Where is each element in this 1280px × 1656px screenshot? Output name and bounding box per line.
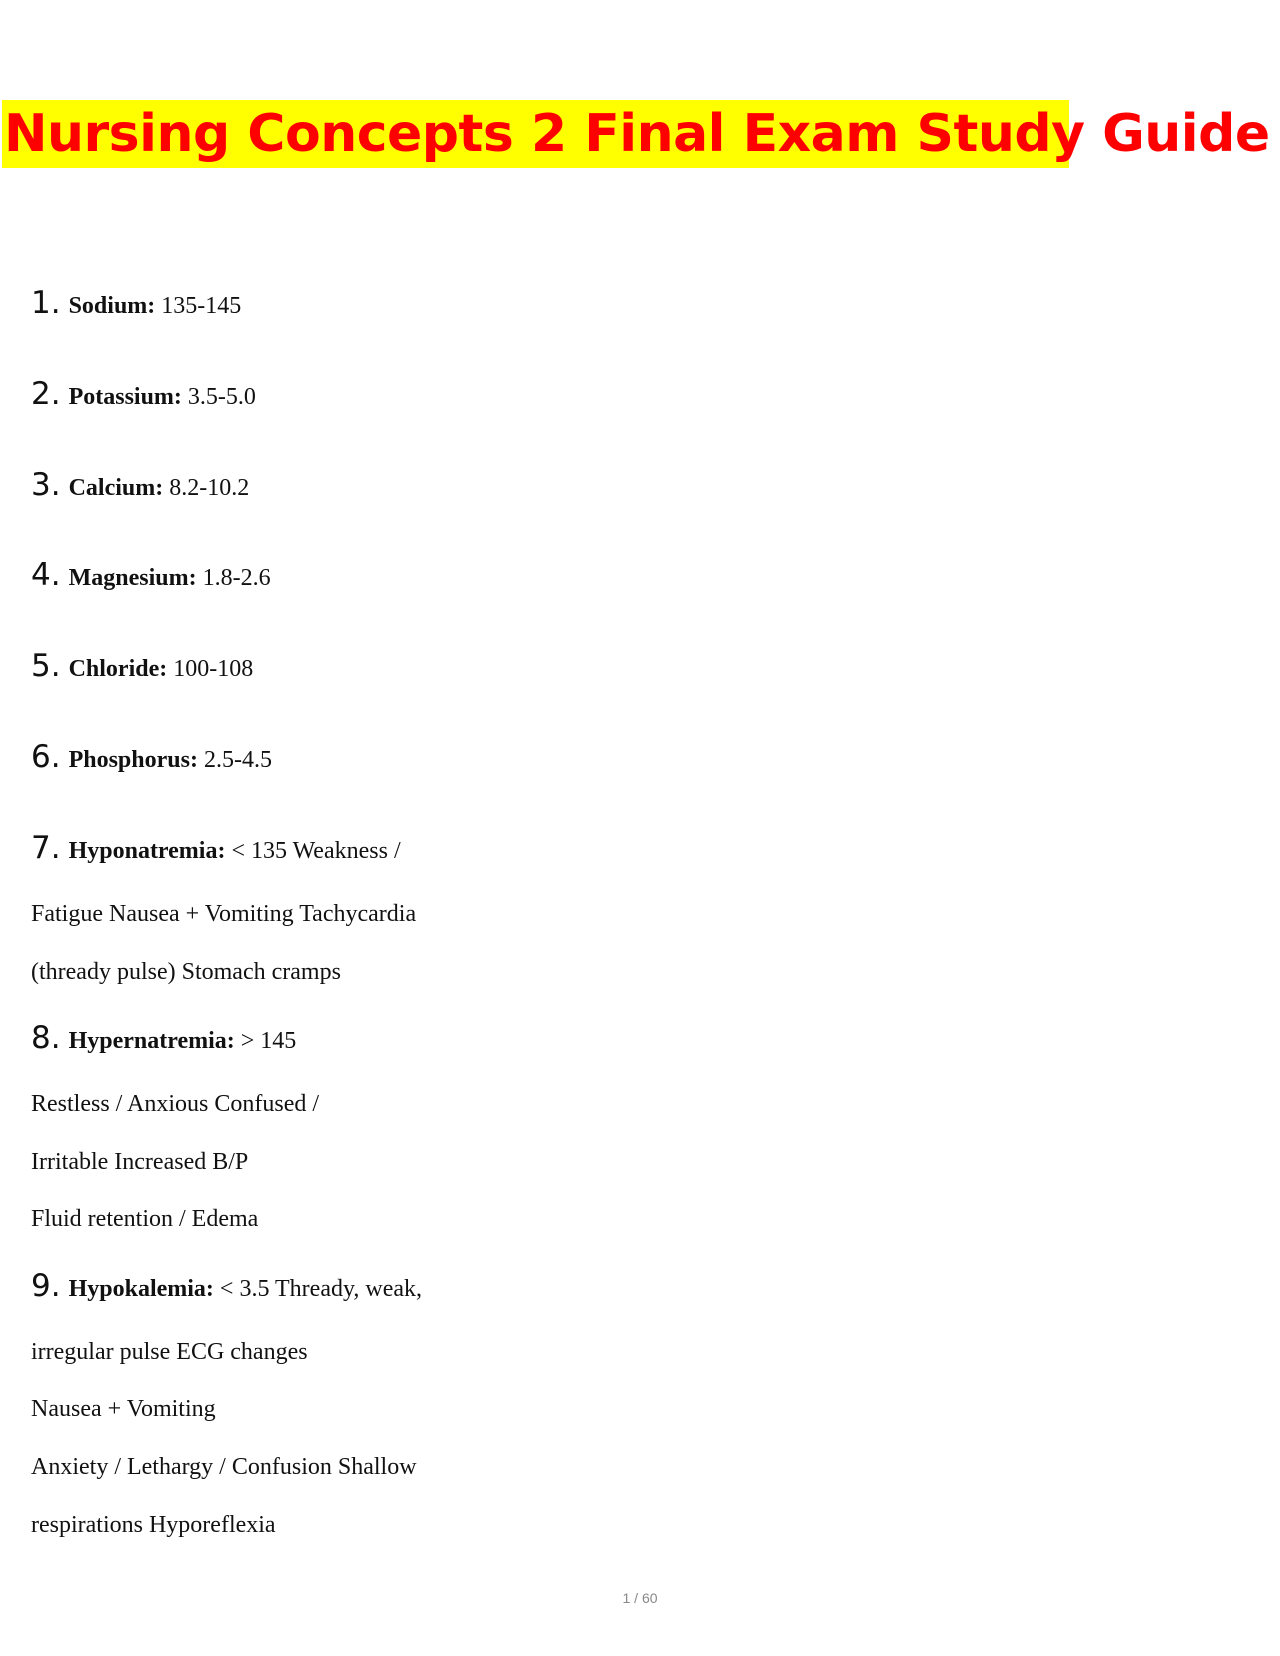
item-continuation: Fluid retention / Edema	[31, 1206, 259, 1232]
item-label: Sodium:	[68, 293, 156, 319]
item-number: 2.	[31, 376, 61, 412]
item-label: Hyponatremia:	[68, 838, 226, 864]
item-number: 9.	[31, 1268, 61, 1304]
item-number: 6.	[31, 739, 61, 775]
item-continuation: Anxiety / Lethargy / Confusion Shallow	[31, 1454, 417, 1480]
item-value: < 3.5 Thready, weak,	[213, 1276, 423, 1302]
item-value: > 145	[234, 1028, 297, 1054]
item-continuation: Irritable Increased B/P	[31, 1149, 249, 1175]
item-number: 7.	[31, 830, 61, 866]
item-continuation: Restless / Anxious Confused /	[31, 1091, 320, 1117]
item-label: Potassium:	[68, 384, 182, 410]
list-item-hyponatremia	[31, 830, 401, 866]
item-label: Magnesium:	[68, 565, 197, 591]
item-label: Calcium:	[68, 475, 164, 501]
item-number: 4.	[31, 557, 61, 593]
page-number: 1 / 60	[622, 1590, 658, 1606]
item-value: 135-145	[155, 293, 242, 319]
list-item-hypokalemia	[31, 1268, 423, 1304]
item-continuation: respirations Hyporeflexia	[31, 1512, 276, 1538]
item-label: Chloride:	[68, 656, 168, 682]
list-item-phosphorus	[31, 739, 272, 775]
item-value: 100-108	[167, 656, 254, 682]
item-label: Hypernatremia:	[68, 1028, 235, 1054]
item-number: 3.	[31, 467, 61, 503]
document-title: Nursing Concepts 2 Final Exam Study Guide	[4, 104, 1270, 164]
item-value: 1.8-2.6	[196, 565, 271, 591]
list-item-hypernatremia	[31, 1020, 297, 1056]
list-item-calcium	[31, 467, 250, 503]
item-number: 1.	[31, 285, 61, 321]
item-continuation: Nausea + Vomiting	[31, 1396, 216, 1422]
list-item-sodium	[31, 285, 242, 321]
list-item-potassium	[31, 376, 256, 412]
list-item-magnesium	[31, 557, 271, 593]
item-value: 8.2-10.2	[163, 475, 250, 501]
item-label: Phosphorus:	[68, 747, 198, 773]
item-label: Hypokalemia:	[68, 1276, 214, 1302]
item-continuation: Fatigue Nausea + Vomiting Tachycardia	[31, 901, 417, 927]
item-value: 3.5-5.0	[181, 384, 256, 410]
item-number: 5.	[31, 648, 61, 684]
item-value: < 135 Weakness /	[225, 838, 401, 864]
item-continuation: (thready pulse) Stomach cramps	[31, 959, 341, 985]
item-value: 2.5-4.5	[197, 747, 272, 773]
list-item-chloride	[31, 648, 254, 684]
item-continuation: irregular pulse ECG changes	[31, 1339, 308, 1365]
item-number: 8.	[31, 1020, 61, 1056]
